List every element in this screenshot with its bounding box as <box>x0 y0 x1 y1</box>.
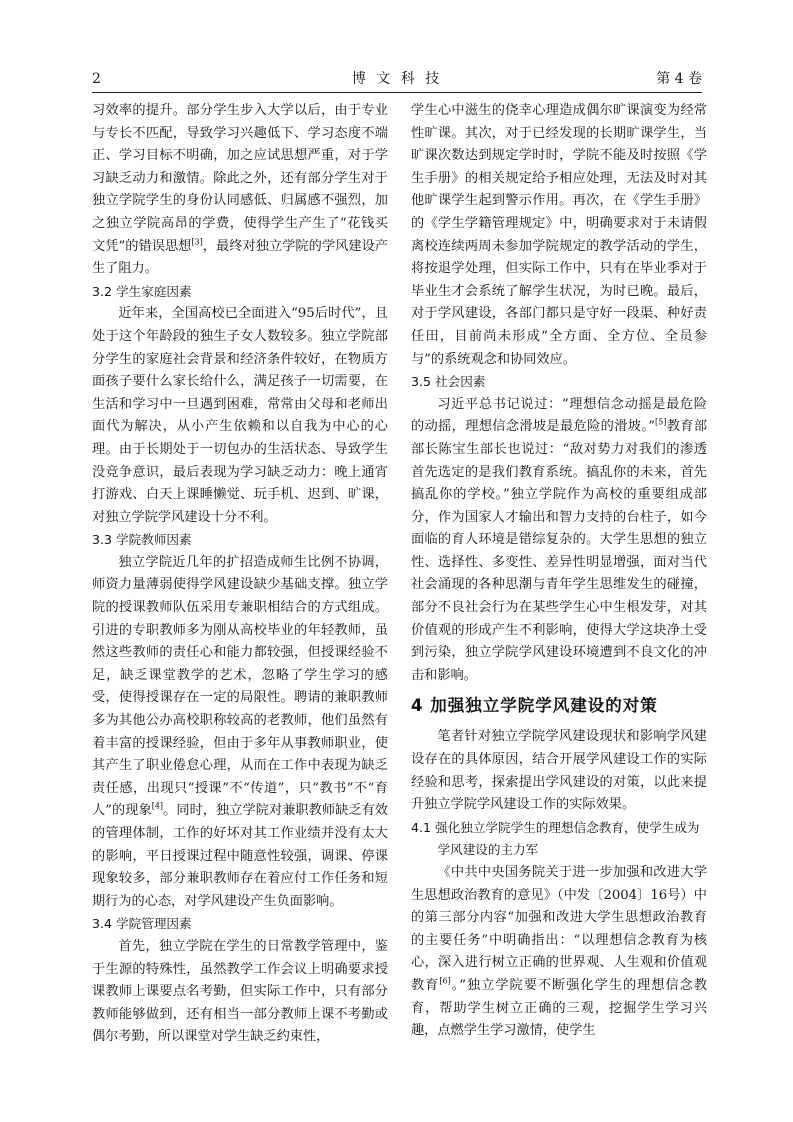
chapter-heading-4: 4 加强独立学院学风建设的对策 <box>411 696 658 716</box>
journal-name: 博 文 科 技 <box>351 71 443 87</box>
paragraph: 独立学院近几年的扩招造成师生比例不协调，师资力量薄弱使得学风建设缺少基础支撑。独立学院的授课教师队伍采用专兼职相结合的方式组成。引进的专职教师多为刚从高校毕业的年轻教师，虽然这些教师的责任心和能力都较强，但授课经验不足，缺乏课堂教学的艺术，忽略了学生学习的感受，使得授课存在一定的局限性。聘请的兼职教师多为其他公办高校职称较高的老教师，他们虽然有着丰富的授课经验，但由于多年从事教师职业，使其产生了职业倦怠心理，从而在工作中表现为缺乏责任感，出现只“授课”不“传道”，只“教书”不“育人”的现象[4]。同时，独立学院对兼职教师缺乏有效的管理体制，工作的好坏对其工作业绩并没有太大的影响，平日授课过程中随意性较强，调课、停课现象较多，部分兼职教师存在着应付工作任务和短期行为的心态，对学风建设产生负面影响。 <box>92 554 388 909</box>
left-column <box>92 100 388 1100</box>
volume-label: 第 4 卷 <box>656 71 702 87</box>
section-heading-3-5: 3.5 社会因素 <box>411 374 486 390</box>
section-heading-3-2: 3.2 学生家庭因素 <box>92 283 192 299</box>
paragraph: 习近平总书记说过：“理想信念动摇是最危险的动摇，理想信念滑坡是最危险的滑坡。”[5]教育部部长陈宝生部长也说过：“敌对势力对我们的渗透首先选定的是我们教育系统。搞乱你的未来，首先搞乱你的学校。”独立学院作为高校的重要组成部分，作为国家人才输出和智力支持的台柱子，如今面临的育人环境是错综复杂的。大学生思想的独立性、选择性、多变性、差异性明显增强，面对当代社会涌现的各种思潮与青年学生思维发生的碰撞，部分不良社会行为在某些学生心中生根发芽，对其价值观的形成产生不利影响，使得大学这块净土受到污染，独立学院学风建设环境遭到不良文化的冲击和影响。 <box>411 396 707 683</box>
paragraph-continuation: 学生心中滋生的侥幸心理造成偶尔旷课演变为经常性旷课。其次，对于已经发现的长期旷课学生，当旷课次数达到规定学时时，学院不能及时按照《学生手册》的相关规定给予相应处理，无法及时对其他旷课学生起到警示作用。再次，在《学生手册》的《学生学籍管理规定》中，明确要求对于未请假离校连续两周未参加学院规定的教学活动的学生，将按退学处理，但实际工作中，只有在毕业季对于毕业生才会系统了解学生状况，为时已晚。最后，对于学风建设，各部门都只是守好一段渠、种好责任田，目前尚未形成“全方面、全方位、全员参与”的系统观念和协同效应。 <box>411 103 707 367</box>
section-heading-3-3: 3.3 学院教师因素 <box>92 532 192 548</box>
paragraph: 近年来，全国高校已全面进入“95后时代”，且处于这个年龄段的独生子女人数较多。独立学院部分学生的家庭社会背景和经济条件较好，在物质方面孩子要什么家长给什么，满足孩子一切需要，在生活和学习中一旦遇到困难，常常由父母和老师出面代为解决，从小产生依赖和以自我为中心的心理。由于长期处于一切包办的生活状态、导致学生没竞争意识，最后表现为学习缺乏动力：晚上通宵打游戏、白天上课睡懒觉、玩手机、迟到、旷课，对独立学院学风建设十分不利。 <box>92 306 388 525</box>
paragraph: 笔者针对独立学院学风建设现状和影响学风建设存在的具体原因，结合开展学风建设工作的实际经验和思考，探索提出学风建设的对策，以此来提升独立学院学风建设工作的实际效果。 <box>411 729 707 813</box>
section-heading-4-1: 4.1 强化独立学院学生的理想信念教育，使学生成为学风建设的主力军 <box>411 819 700 858</box>
citation-ref: [5] <box>655 417 667 427</box>
section-heading-3-4: 3.4 学院管理因素 <box>92 916 192 932</box>
paragraph-continuation: 习效率的提升。部分学生步入大学以后，由于专业与专长不匹配，导致学习兴趣低下、学习态度不端正、学习目标不明确，加之应试思想严重，对于学习缺乏动力和激情。除此之外，还有部分学生对于独立学院学生的身份认同感低、归属感不强烈，加之独立学院高昂的学费，使得学生产生了“花钱买文凭”的错误思想[3]，最终对独立学院的学风建设产生了阻力。 <box>92 103 388 277</box>
citation-ref: [4] <box>151 802 164 812</box>
citation-ref: [3] <box>191 237 203 247</box>
page-header <box>92 70 702 93</box>
page-number: 2 <box>92 71 101 87</box>
paragraph: 首先，独立学院在学生的日常教学管理中，鉴于生源的特殊性，虽然教学工作会议上明确要求授课教师上课要点名考勤，但实际工作中，只有部分教师能够做到，还有相当一部分教师上课不考勤或偶尔考勤，所以课堂对学生缺乏约束性， <box>92 938 388 1045</box>
citation-ref: [6] <box>439 976 451 986</box>
paragraph: 《中共中央国务院关于进一步加强和改进大学生思想政治教育的意见》（中发〔2004〕16号）中的第三部分内容“加强和改进大学生思想政治教育的主要任务”中明确指出：“以理想信念教育为核心，深入进行树立正确的世界观、人生观和价值观教育[6]。”独立学院要不断强化学生的理想信念教育，帮助学生树立正确的三观，挖掘学生学习兴趣，点燃学生学习激情，使学生 <box>411 865 707 1039</box>
right-column <box>411 100 707 1100</box>
